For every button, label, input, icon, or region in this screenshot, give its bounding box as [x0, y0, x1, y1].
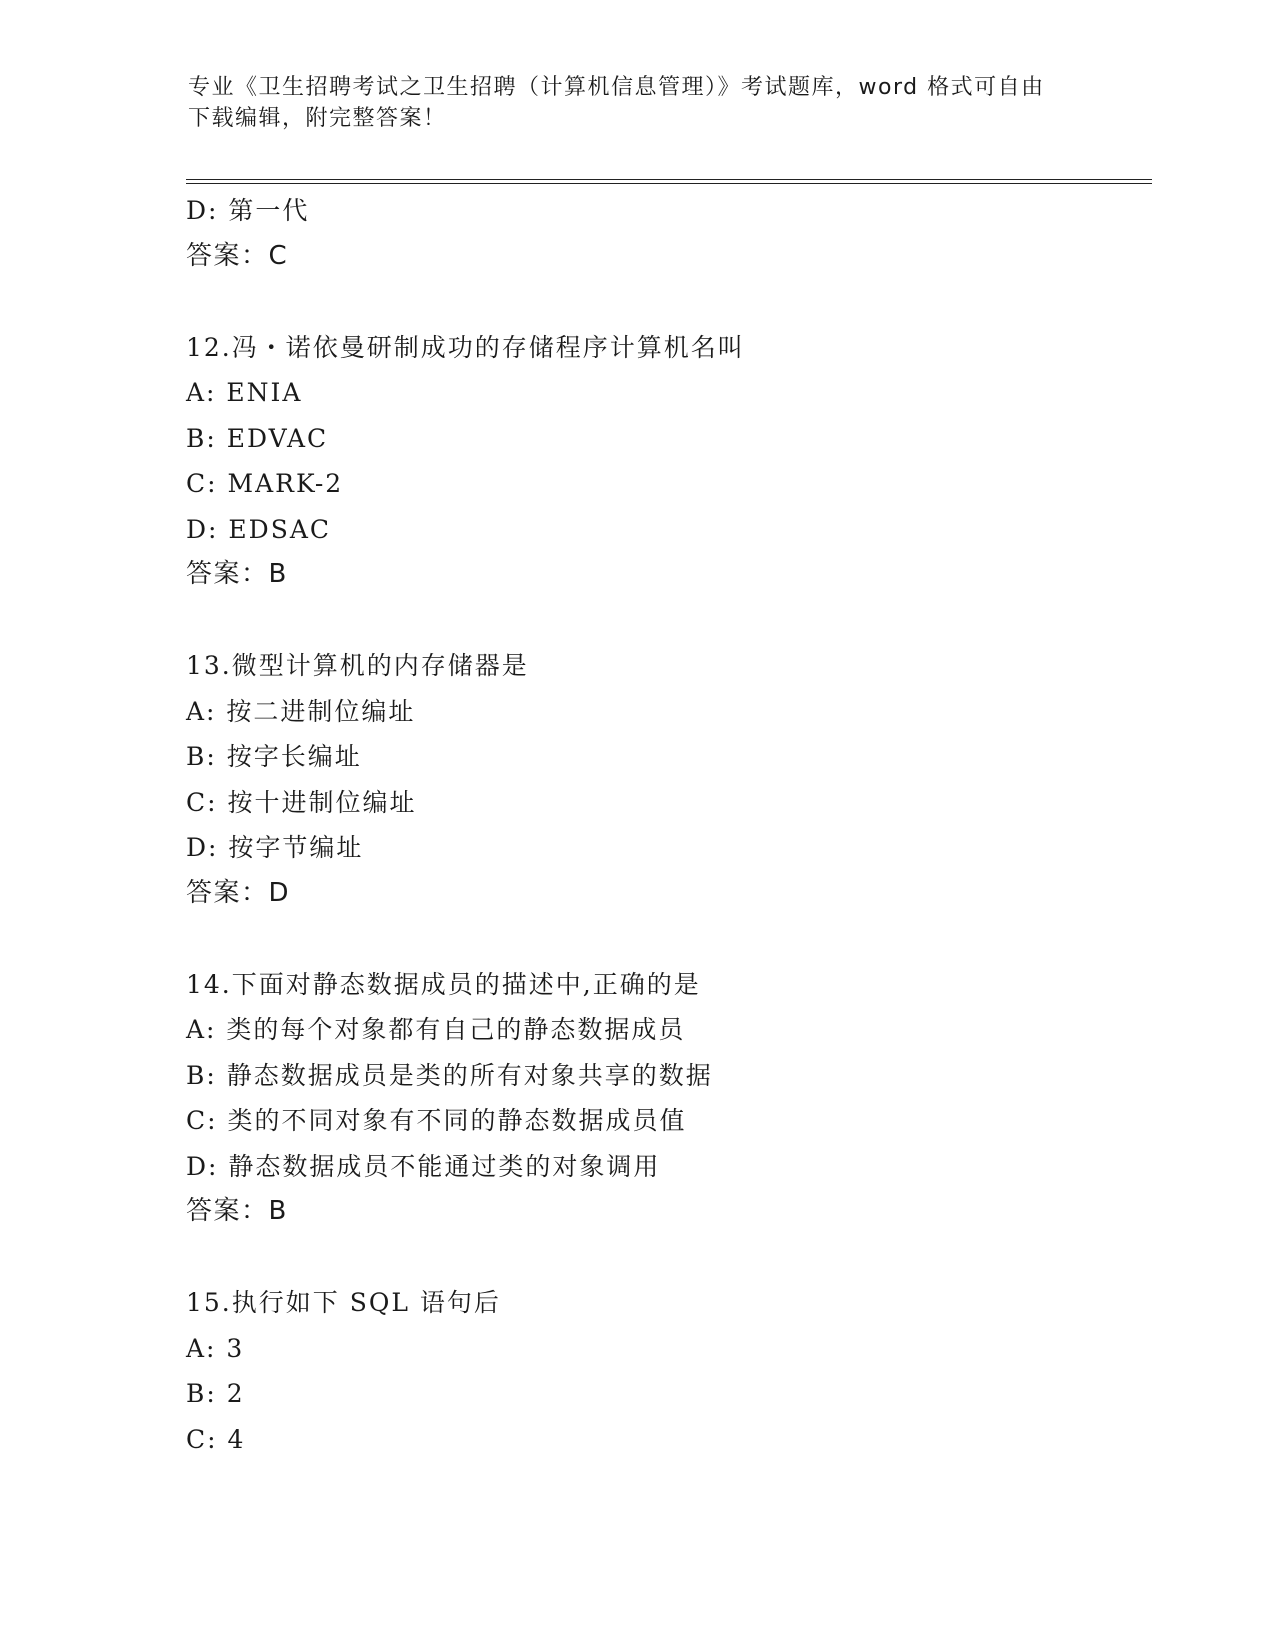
- option-c: C: MARK-2: [186, 469, 344, 498]
- option-b: B: 静态数据成员是类的所有对象共享的数据: [186, 1060, 713, 1090]
- option-a: A: ENIA: [186, 378, 303, 407]
- option-b: B: 按字长编址: [186, 742, 362, 771]
- spacer: [186, 598, 1152, 644]
- question-12: [186, 325, 1152, 598]
- question-stem: 15.执行如下 SQL 语句后: [186, 1288, 501, 1317]
- option-d: D: EDSAC: [186, 514, 332, 544]
- spacer: [186, 916, 1152, 962]
- question-stem: 13.微型计算机的内存储器是: [186, 651, 529, 680]
- option-b: B: 2: [186, 1379, 245, 1408]
- option-b: B: EDVAC: [186, 423, 329, 453]
- question-list: [186, 188, 1152, 1462]
- spacer: [186, 279, 1152, 325]
- option-a: A: 3: [186, 1333, 245, 1363]
- question-stem: 14.下面对静态数据成员的描述中,正确的是: [186, 969, 701, 999]
- question-stem: 12.冯・诺依曼研制成功的存储程序计算机名叫: [186, 332, 745, 362]
- option-a: A: 按二进制位编址: [186, 696, 416, 726]
- question-14: [186, 962, 1152, 1235]
- option-d: D: 按字节编址: [186, 833, 364, 862]
- option-d: D: 静态数据成员不能通过类的对象调用: [186, 1151, 661, 1181]
- header-divider-top: [186, 179, 1152, 180]
- option-a: A: 类的每个对象都有自己的静态数据成员: [186, 1015, 686, 1044]
- spacer: [186, 1235, 1152, 1281]
- answer: 答案：C: [186, 240, 289, 271]
- header-intro-text: 专业《卫生招聘考试之卫生招聘（计算机信息管理）》考试题库，word 格式可自由下载编辑，附完整答案！: [188, 75, 1045, 131]
- option-d: D: 第一代: [186, 196, 310, 225]
- document-header: [188, 72, 1068, 134]
- header-divider-bottom: [186, 183, 1152, 184]
- option-c: C: 按十进制位编址: [186, 787, 417, 817]
- answer: 答案：B: [186, 1196, 288, 1226]
- question-13: [186, 643, 1152, 916]
- answer: 答案：B: [186, 559, 288, 589]
- answer: 答案：D: [186, 877, 291, 908]
- option-c: C: 4: [186, 1424, 246, 1454]
- question-15: [186, 1280, 1152, 1462]
- option-c: C: 类的不同对象有不同的静态数据成员值: [186, 1106, 687, 1135]
